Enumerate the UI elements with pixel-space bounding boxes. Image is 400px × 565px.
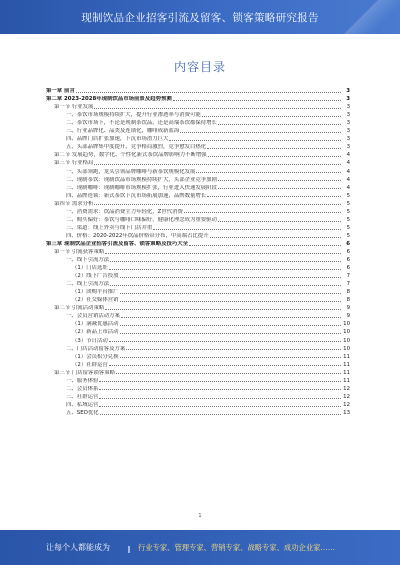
toc-entry-page: 10 xyxy=(343,321,350,328)
toc-entry[interactable] xyxy=(46,158,350,166)
toc-entry[interactable] xyxy=(46,126,350,134)
toc-entry[interactable] xyxy=(46,335,350,343)
page-number: 1 xyxy=(198,513,202,519)
toc-entry-label: 第三章 现制饮品企业招客引流及留客、锁客策略及技巧大全 xyxy=(46,240,189,247)
toc-entry[interactable] xyxy=(46,360,350,368)
toc-entry-label: （2）线下广告投放 xyxy=(72,273,119,280)
toc-entry-page: 6 xyxy=(346,240,350,247)
toc-entry[interactable] xyxy=(46,271,350,279)
toc-entry[interactable] xyxy=(46,327,350,335)
toc-leader-dots xyxy=(109,365,341,366)
toc-entry[interactable] xyxy=(46,86,350,94)
footer-divider xyxy=(128,546,130,553)
toc-leader-dots xyxy=(76,92,341,93)
toc-entry-page: 5 xyxy=(346,232,350,239)
toc-leader-dots xyxy=(207,196,341,197)
toc-entry-page: 10 xyxy=(343,337,350,344)
toc-entry[interactable] xyxy=(46,207,350,215)
toc-entry-label: 二、购买偏好：茶饮与咖啡口味偏好，健康化理念成为重要驱动 xyxy=(66,216,217,223)
toc-entry-page: 11 xyxy=(343,369,350,376)
toc-leader-dots xyxy=(218,221,341,222)
toc-entry[interactable] xyxy=(46,175,350,183)
toc-entry[interactable] xyxy=(46,150,350,158)
footer-slogan: 让每个人都能成为 xyxy=(46,543,110,552)
toc-leader-dots xyxy=(180,132,341,133)
toc-leader-dots xyxy=(99,398,341,399)
toc-leader-dots xyxy=(120,301,341,302)
toc-entry-label: （1）会员积分兑换 xyxy=(72,353,119,360)
report-footer xyxy=(0,530,400,565)
toc-leader-dots xyxy=(121,317,341,318)
toc-entry-label: （1）满减优惠活动 xyxy=(72,321,119,328)
toc-leader-dots xyxy=(184,212,341,213)
toc-entry-page: 8 xyxy=(346,297,350,304)
toc-entry[interactable] xyxy=(46,287,350,295)
toc-entry-page: 7 xyxy=(346,281,350,288)
toc-entry[interactable] xyxy=(46,215,350,223)
toc-entry-page: 10 xyxy=(343,329,350,336)
toc-entry[interactable] xyxy=(46,118,350,126)
toc-leader-dots xyxy=(109,341,341,342)
table-of-contents xyxy=(46,86,350,416)
toc-entry[interactable] xyxy=(46,311,350,319)
toc-entry-label: （2）社交媒体营销 xyxy=(72,297,119,304)
toc-entry-page: 5 xyxy=(346,224,350,231)
toc-entry-label: 一、茶饮市场规模持续扩大，提升行业渗透率与消费可能 xyxy=(66,112,201,119)
toc-entry-label: （3）节日活动 xyxy=(72,337,108,344)
toc-leader-dots xyxy=(153,229,341,230)
toc-entry-page: 5 xyxy=(346,200,350,207)
toc-entry-label: 一、线下引流方法 xyxy=(66,257,110,264)
toc-leader-dots xyxy=(94,108,341,109)
toc-entry[interactable] xyxy=(46,319,350,327)
toc-entry-page: 12 xyxy=(343,393,350,400)
toc-leader-dots xyxy=(218,188,341,189)
toc-leader-dots xyxy=(99,381,341,382)
report-title: 现制饮品企业招客引流及留客、锁客策略研究报告 xyxy=(81,12,319,24)
toc-entry-page: 3 xyxy=(346,144,350,151)
toc-entry-label: 二、门店活动留客及方案 xyxy=(66,345,126,352)
toc-entry-label: 二、线上引流方法 xyxy=(66,281,110,288)
toc-entry-label: 五、SEO优化 xyxy=(66,409,99,416)
toc-entry-page: 5 xyxy=(346,208,350,215)
toc-entry[interactable] xyxy=(46,279,350,287)
toc-entry-page: 4 xyxy=(346,168,350,175)
toc-entry-label: 第二章 2023-2028年现制饮品市场前景及趋势预测 xyxy=(46,96,172,103)
toc-entry[interactable] xyxy=(46,368,350,376)
report-header xyxy=(0,0,400,34)
toc-entry-label: 第一节 引流获客策略 xyxy=(54,248,105,255)
toc-entry-page: 13 xyxy=(343,409,350,416)
toc-leader-dots xyxy=(218,180,341,181)
toc-entry-page: 8 xyxy=(346,289,350,296)
toc-leader-dots xyxy=(99,406,341,407)
toc-entry[interactable] xyxy=(46,255,350,263)
toc-entry[interactable] xyxy=(46,134,350,142)
toc-entry-label: 第三节 行业格局 xyxy=(54,160,94,167)
toc-leader-dots xyxy=(105,309,341,310)
toc-leader-dots xyxy=(173,100,341,101)
toc-entry[interactable] xyxy=(46,344,350,352)
toc-entry-label: 三、社群运营 xyxy=(66,393,99,400)
toc-leader-dots xyxy=(207,148,341,149)
toc-entry-page: 6 xyxy=(346,265,350,272)
toc-entry-label: 三、行业品牌化、品类及连锁化，咖啡成新蓝海 xyxy=(66,128,180,135)
toc-entry[interactable] xyxy=(46,408,350,416)
toc-entry-label: 一、头部领跑，龙头引领品牌咖啡与新茶饮规模化发展 xyxy=(66,168,196,175)
toc-entry-page: 5 xyxy=(346,216,350,223)
toc-title: 内容目录 xyxy=(173,60,226,74)
toc-entry-page: 4 xyxy=(346,160,350,167)
toc-entry-label: 四、品牌连锁：新式茶饮下沉市场拓展加速，品牌数量增长 xyxy=(66,192,207,199)
toc-entry[interactable] xyxy=(46,223,350,231)
toc-entry-label: 第三节 门店留客锁客策略 xyxy=(54,369,116,376)
toc-entry[interactable] xyxy=(46,166,350,174)
toc-leader-dots xyxy=(94,164,341,165)
toc-entry-label: 五、头部品牌集中度提升，竞争格局激烈，竞争愈发白热化 xyxy=(66,144,207,151)
toc-entry-label: 三、现制咖啡：现制咖啡市场规模扩张，行业进入快速发展阶段 xyxy=(66,184,217,191)
toc-leader-dots xyxy=(169,140,341,141)
toc-leader-dots xyxy=(196,172,341,173)
toc-entry-label: 四、品牌门店扩张加速，下沉市场潜力巨大 xyxy=(66,136,169,143)
toc-entry[interactable] xyxy=(46,295,350,303)
toc-entry[interactable] xyxy=(46,384,350,392)
toc-entry-label: （2）新品上市活动 xyxy=(72,329,119,336)
toc-leader-dots xyxy=(105,253,341,254)
toc-entry-page: 4 xyxy=(346,176,350,183)
toc-entry[interactable] xyxy=(46,392,350,400)
toc-entry-page: 3 xyxy=(346,128,350,135)
toc-entry[interactable] xyxy=(46,239,350,247)
toc-entry-page: 3 xyxy=(346,104,350,111)
toc-leader-dots xyxy=(120,325,341,326)
toc-entry-page: 3 xyxy=(346,96,350,103)
toc-leader-dots xyxy=(202,116,341,117)
toc-leader-dots xyxy=(218,124,341,125)
toc-leader-dots xyxy=(109,269,341,270)
toc-entry[interactable] xyxy=(46,263,350,271)
toc-leader-dots xyxy=(99,389,341,390)
toc-entry-page: 5 xyxy=(346,192,350,199)
toc-entry[interactable] xyxy=(46,94,350,102)
toc-entry-label: 第二节 引流活动策略 xyxy=(54,305,105,312)
toc-entry[interactable] xyxy=(46,231,350,239)
toc-leader-dots xyxy=(110,261,341,262)
toc-leader-dots xyxy=(189,245,341,246)
toc-entry-page: 11 xyxy=(343,353,350,360)
toc-entry-page: 3 xyxy=(346,136,350,143)
toc-entry-page: 3 xyxy=(346,112,350,119)
toc-entry-label: 第二节 发展趋势，数字化、个性化新式茶饮品牌影响力不断增强 xyxy=(54,152,207,159)
toc-entry-label: 一、消费需求：饮品消费主力年轻化，Z世代消费 xyxy=(66,208,183,215)
toc-leader-dots xyxy=(110,285,341,286)
toc-entry[interactable] xyxy=(46,183,350,191)
toc-leader-dots xyxy=(126,349,341,350)
footer-tagline: 行业专家、管理专家、营销专家、战略专家、成功企业家…… xyxy=(138,543,336,552)
toc-entry-page: 10 xyxy=(343,345,350,352)
toc-entry-page: 9 xyxy=(346,305,350,312)
toc-entry-page: 4 xyxy=(346,184,350,191)
toc-entry-label: 第四节 需求分析 xyxy=(54,200,94,207)
toc-entry-label: （1）门店选址 xyxy=(72,265,108,272)
toc-entry[interactable] xyxy=(46,110,350,118)
toc-entry[interactable] xyxy=(46,191,350,199)
toc-entry-label: 四、价格：2020-2022年饮品价格带分布，中高端占比提升 xyxy=(66,232,209,239)
toc-entry-page: 12 xyxy=(343,385,350,392)
toc-entry[interactable] xyxy=(46,303,350,311)
toc-leader-dots xyxy=(120,357,341,358)
toc-leader-dots xyxy=(116,373,341,374)
toc-entry[interactable] xyxy=(46,247,350,255)
toc-entry[interactable] xyxy=(46,400,350,408)
toc-entry-label: 一、服务体验 xyxy=(66,377,99,384)
toc-leader-dots xyxy=(120,333,341,334)
toc-entry[interactable] xyxy=(46,199,350,207)
toc-entry-page: 3 xyxy=(346,120,350,127)
toc-entry-label: （2）社群运营 xyxy=(72,361,108,368)
toc-leader-dots xyxy=(100,414,341,415)
toc-entry-page: 6 xyxy=(346,257,350,264)
toc-entry-label: 二、茶饮市场下，不论是现制茶饮品，还是高端茶饮都保持增长 xyxy=(66,120,217,127)
toc-leader-dots xyxy=(120,293,341,294)
toc-entry-page: 9 xyxy=(346,313,350,320)
toc-entry-label: 一、会员营销活动方案 xyxy=(66,313,120,320)
toc-entry-label: 二、现制茶饮：现制饮品市场规模持续扩大，头部企业竞争加剧 xyxy=(66,176,217,183)
toc-entry-page: 7 xyxy=(346,273,350,280)
toc-entry[interactable] xyxy=(46,376,350,384)
toc-leader-dots xyxy=(210,237,341,238)
toc-entry-label: （1）团购平台推广 xyxy=(72,289,119,296)
toc-entry[interactable] xyxy=(46,102,350,110)
toc-entry-page: 12 xyxy=(343,401,350,408)
toc-entry-label: 第一节 行业发展 xyxy=(54,104,94,111)
toc-entry-label: 三、渠道：线上外卖与线下门店并重 xyxy=(66,224,153,231)
toc-leader-dots xyxy=(94,204,341,205)
toc-leader-dots xyxy=(208,156,341,157)
toc-entry[interactable] xyxy=(46,142,350,150)
toc-entry-page: 11 xyxy=(343,361,350,368)
toc-entry[interactable] xyxy=(46,352,350,360)
toc-leader-dots xyxy=(120,277,341,278)
toc-entry-page: 6 xyxy=(346,248,350,255)
toc-entry-label: 四、私域运营 xyxy=(66,401,99,408)
toc-entry-label: 第一章 前言 xyxy=(46,88,75,95)
toc-entry-page: 11 xyxy=(343,377,350,384)
toc-entry-label: 二、会员体系 xyxy=(66,385,99,392)
toc-entry-page: 4 xyxy=(346,152,350,159)
toc-entry-page: 3 xyxy=(346,88,350,95)
